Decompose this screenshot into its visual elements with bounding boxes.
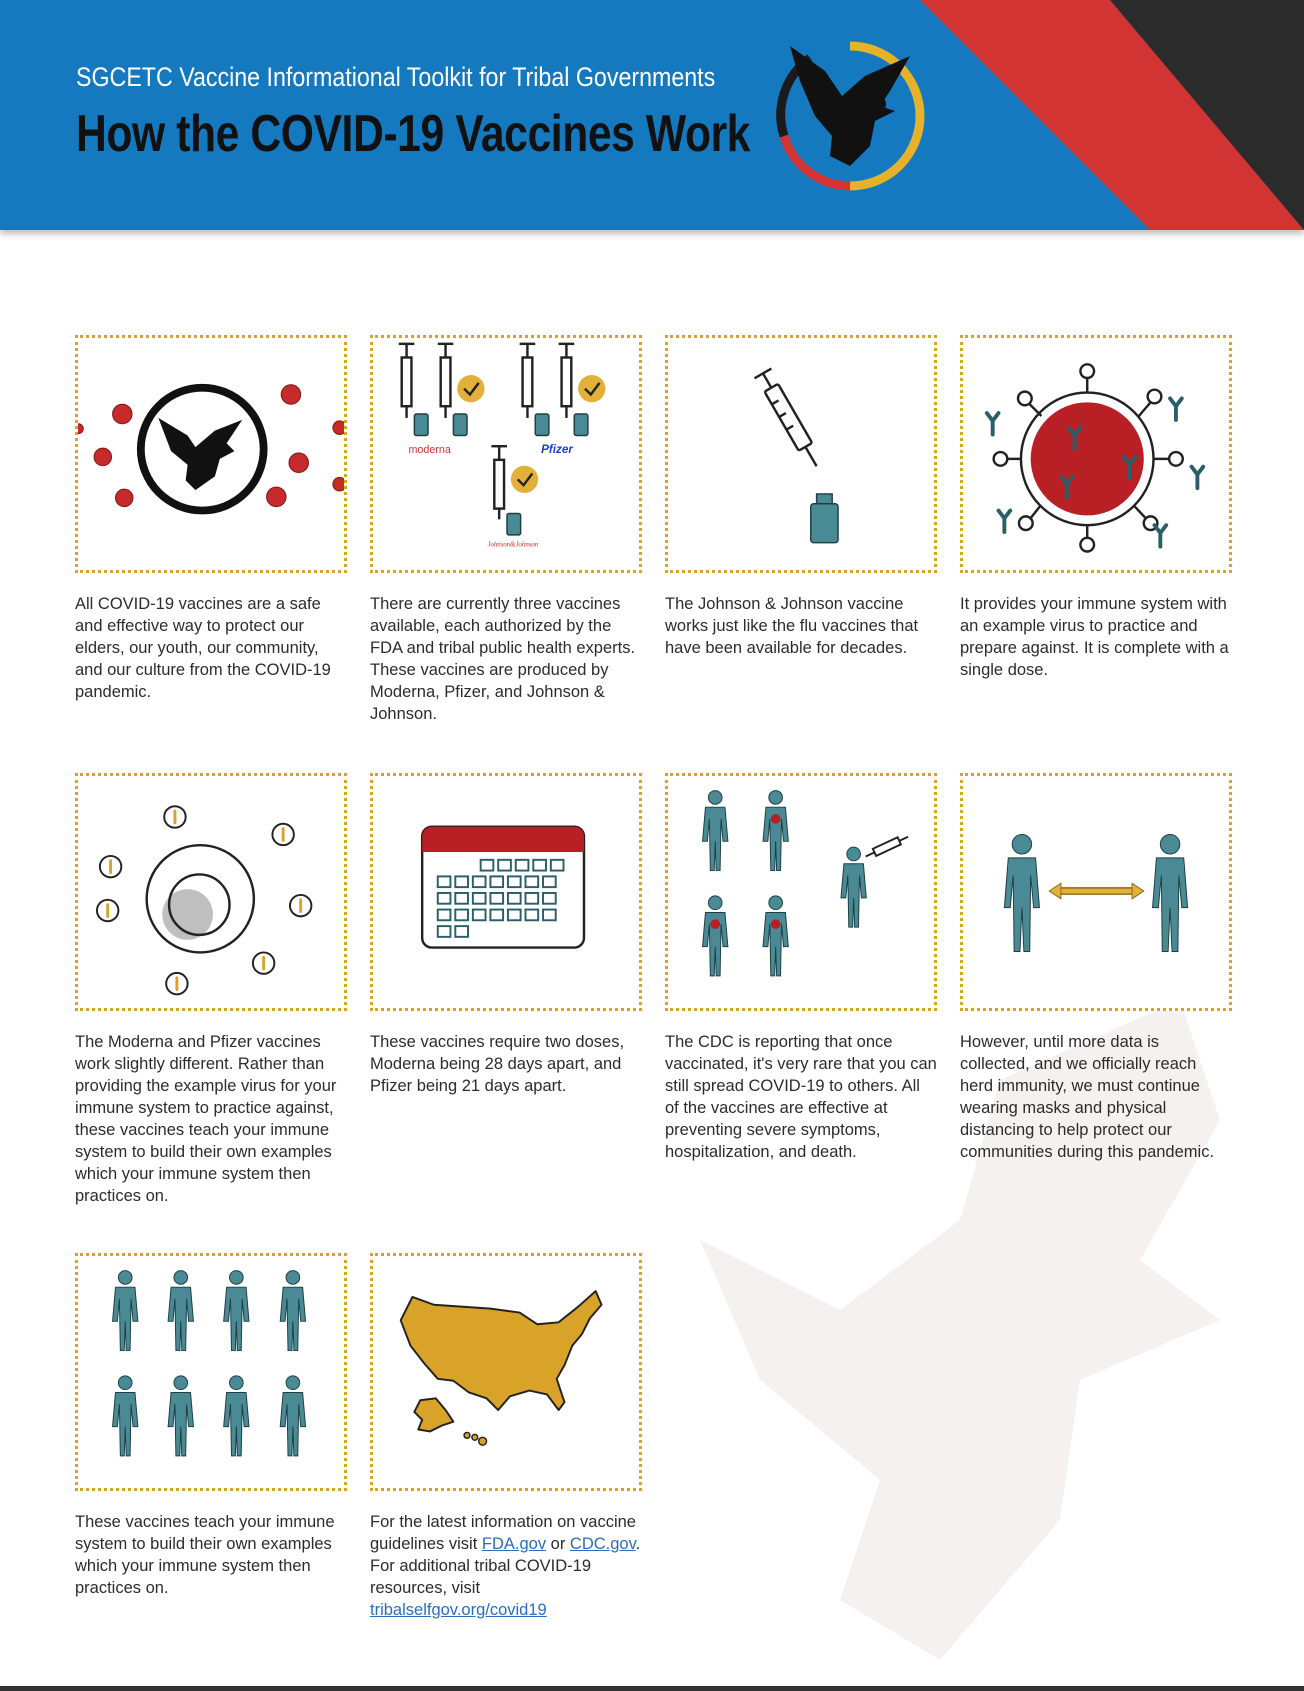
card-herd-immunity bbox=[75, 1253, 347, 1491]
card-eagle-virus bbox=[75, 335, 347, 573]
caption-text: or bbox=[546, 1535, 570, 1553]
jj-label: Johnson&Johnson bbox=[487, 541, 539, 549]
card-caption: The Johnson & Johnson vaccine works just like the flu vaccines that have been available for decades. bbox=[665, 595, 919, 657]
three-vaccines-icon bbox=[373, 338, 639, 570]
card-calendar bbox=[370, 773, 642, 1011]
caption-text: For the latest information on vaccine guidelines visit bbox=[370, 1513, 636, 1553]
herd-immunity-icon bbox=[78, 1256, 344, 1488]
page-subtitle: SGCETC Vaccine Informational Toolkit for Tribal Governments bbox=[76, 62, 716, 92]
card-cell-mrna bbox=[75, 773, 347, 1011]
card-caption: These vaccines require two doses, Moderna being 28 days apart, and Pfizer being 21 days apart. bbox=[370, 1033, 625, 1095]
eagle-logo-icon bbox=[770, 36, 930, 201]
card-virus-antibodies bbox=[960, 335, 1232, 573]
resources-caption bbox=[370, 1511, 642, 1621]
cdc-link[interactable]: CDC.gov bbox=[569, 1535, 636, 1553]
card-caption: The Moderna and Pfizer vaccines work slightly different. Rather than providing the example virus for your immune system to practice against, these vaccines teach your immune system to build their own examples which your immune system then practices on. bbox=[75, 1033, 337, 1205]
card-caption: There are currently three vaccines available, each authorized by the FDA and tribal public health experts. These vaccines are produced by Moderna, Pfizer, and Johnson & Johnson. bbox=[370, 595, 636, 723]
cell-mrna-icon bbox=[78, 776, 344, 1008]
virus-antibodies-icon bbox=[963, 338, 1229, 570]
pfizer-label: Pfizer bbox=[541, 443, 573, 457]
usa-map-icon bbox=[373, 1256, 639, 1488]
card-caption: However, until more data is collected, and we officially reach herd immunity, we must continue wearing masks and physical distancing to help protect our communities during this pandemic. bbox=[960, 1033, 1215, 1161]
card-distancing bbox=[960, 773, 1232, 1011]
tribal-resources-link[interactable]: tribalselfgov.org/covid19 bbox=[370, 1601, 547, 1619]
distancing-icon bbox=[963, 776, 1229, 1008]
card-caption: It provides your immune system with an example virus to practice and prepare against. It is complete with a single dose. bbox=[960, 595, 1229, 679]
moderna-label: moderna bbox=[408, 444, 451, 457]
card-three-vaccines bbox=[370, 335, 642, 573]
card-syringe-vial bbox=[665, 335, 937, 573]
footer-rule bbox=[0, 1686, 1304, 1691]
card-usa-map bbox=[370, 1253, 642, 1491]
header-banner bbox=[0, 0, 1304, 230]
people-spread-icon bbox=[668, 776, 934, 1008]
eagle-virus-icon bbox=[78, 338, 344, 570]
caption-text: . For additional tribal COVID-19 resources, visit bbox=[370, 1535, 641, 1597]
card-caption: The CDC is reporting that once vaccinated, it's very rare that you can still spread COVID-19 to others. All of the vaccines are effective at preventing severe symptoms, hospitalization, and death. bbox=[665, 1033, 937, 1161]
card-caption: All COVID-19 vaccines are a safe and effective way to protect our elders, our youth, our community, and our culture from the COVID-19 pandemic. bbox=[75, 595, 331, 701]
syringe-vial-icon bbox=[668, 338, 934, 570]
card-caption: These vaccines teach your immune system to build their own examples which your immune system then practices on. bbox=[75, 1513, 335, 1597]
card-people-spread bbox=[665, 773, 937, 1011]
page-title: How the COVID-19 Vaccines Work bbox=[76, 105, 751, 163]
calendar-icon bbox=[373, 776, 639, 1008]
fda-link[interactable]: FDA.gov bbox=[481, 1535, 547, 1553]
